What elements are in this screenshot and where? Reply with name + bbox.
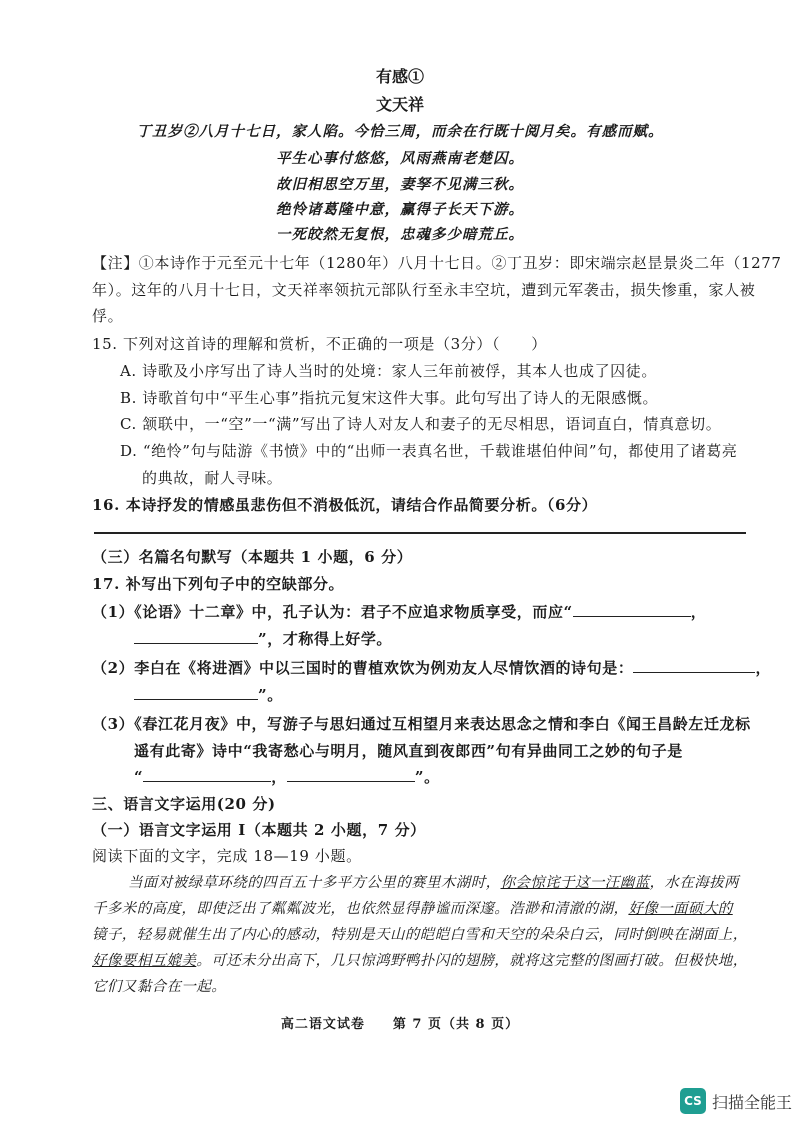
q15-option-b: B. 诗歌首句中“平生心事”指抗元复宋这件大事。此句写出了诗人的无限感慨。 <box>120 389 659 407</box>
q15-option-d-line-2: 的典故，耐人寻味。 <box>142 469 283 487</box>
q17-item-2-line-1 <box>92 657 771 678</box>
passage-line-4 <box>92 949 748 970</box>
open-quote: “ <box>134 768 144 786</box>
q17-blank-3[interactable] <box>633 658 755 673</box>
note-line-2: 年）。这年的八月十七日，文天祥率领抗元部队行至永丰空坑，遭到元军袭击，损失惨重，家人被 <box>92 281 756 299</box>
passage-text: 。可还未分出高下，几只惊鸿野鸭扑闪的翅膀，就将这完整的图画打破。但极快地， <box>196 953 748 969</box>
q17-item-1-text-a: （1）《论语》十二章》中，孔子认为：君子不应追求物质享受，而应“ <box>92 603 573 621</box>
q17-item-1-comma: ， <box>690 603 707 621</box>
q17-item-2-text-a: （2）李白在《将进酒》中以三国时的曹植欢饮为例劝友人尽情饮酒的诗句是： <box>92 659 634 677</box>
scanner-app-name: 扫描全能王 <box>712 1092 793 1112</box>
q17-item-2-comma: ， <box>755 659 772 677</box>
passage-underlined-1: 你会惊诧于这一汪幽蓝 <box>500 875 650 891</box>
passage-underlined-3: 好像要相互媲美 <box>92 953 197 969</box>
passage-line-3: 镜子，轻易就催生出了内心的感动，特别是天山的皑皑白雪和天空的朵朵白云，同时倒映在湖面上， <box>92 927 748 943</box>
passage-underlined-2: 好像一面硕大的 <box>628 901 733 917</box>
camscanner-logo-icon: CS <box>680 1088 706 1114</box>
q15-option-a: A. 诗歌及小序写出了诗人当时的处境：家人三年前被俘，其本人也成了囚徒。 <box>120 362 657 380</box>
comma: ， <box>271 768 287 786</box>
poem-line-3: 绝怜诸葛隆中意，赢得子长天下游。 <box>276 201 524 218</box>
passage-text: ，水在海拔两 <box>649 875 739 891</box>
q17-blank-4[interactable] <box>134 685 258 700</box>
part3-instruction: 阅读下面的文字，完成 18—19 小题。 <box>92 847 362 865</box>
q17-blank-5[interactable] <box>143 767 271 782</box>
passage-line-5: 它们又黏合在一起。 <box>92 979 227 995</box>
poem-line-1: 平生心事付悠悠，风雨燕南老楚囚。 <box>276 150 524 167</box>
q17-item-1-line-1 <box>92 601 706 622</box>
answer-line[interactable] <box>94 532 746 534</box>
poem-author: 文天祥 <box>375 95 424 114</box>
q16-stem: 16. 本诗抒发的情感虽悲伤但不消极低沉，请结合作品简要分析。（6分） <box>92 496 598 514</box>
q17-blank-6[interactable] <box>287 767 415 782</box>
scanner-badge <box>680 1088 792 1114</box>
q17-item-3-line-2: 遥有此寄》诗中“我寄愁心与明月，随风直到夜郎西”句有异曲同工之妙的句子是 <box>134 742 683 760</box>
q17-item-3-line-3 <box>134 766 440 787</box>
q17-item-1-line-2 <box>134 628 392 649</box>
note-line-1: 【注】①本诗作于元至元十七年（1280年）八月十七日。②丁丑岁：即宋端宗赵昰景炎二年（1277 <box>92 254 782 272</box>
page-footer: 高二语文试卷 第 7 页（共 8 页） <box>280 1017 520 1032</box>
q17-item-2-line-2 <box>134 684 283 705</box>
q15-stem: 15. 下列对这首诗的理解和赏析，不正确的一项是（3分）（ ） <box>92 335 547 353</box>
q17-stem: 17. 补写出下列句子中的空缺部分。 <box>92 575 345 593</box>
poem-line-2: 故旧相思空万里，妻孥不见满三秋。 <box>276 176 524 193</box>
q17-item-1-text-b: ”，才称得上好学。 <box>258 630 393 648</box>
passage-text: 当面对被绿草环绕的四百五十多平方公里的赛里木湖时， <box>128 875 501 891</box>
poem-line-4: 一死皎然无复恨，忠魂多少暗荒丘。 <box>276 226 524 243</box>
q15-option-c: C. 颔联中，一“空”一“满”写出了诗人对友人和妻子的无尽相思，语词直白，情真意切。 <box>120 415 722 433</box>
q15-option-d-line-1: D. “绝怜”句与陆游《书愤》中的“出师一表真名世，千载谁堪伯仲间”句，都使用了诸葛亮 <box>120 442 738 460</box>
passage-text: 千多米的高度，即使泛出了粼粼波光，也依然显得静谧而深邃。浩渺和清澈的湖， <box>92 901 629 917</box>
note-line-3: 俘。 <box>92 307 124 325</box>
part3-heading: 三、语言文字运用(20 分) <box>92 795 276 813</box>
q17-item-2-text-b: ”。 <box>258 686 283 704</box>
q17-blank-2[interactable] <box>134 629 258 644</box>
passage-line-1 <box>128 871 739 892</box>
close-quote: ”。 <box>414 768 440 786</box>
poem-title: 有感① <box>375 67 424 86</box>
poem-preface: 丁丑岁②八月十七日，家人陷。今恰三周，而余在行既十阅月矣。有感而赋。 <box>136 123 664 140</box>
passage-line-2 <box>92 897 733 918</box>
q17-blank-1[interactable] <box>573 602 691 617</box>
q17-item-3-line-1: （3）《春江花月夜》中，写游子与思妇通过互相望月来表达思念之情和李白《闻王昌龄左迁龙标 <box>92 715 751 733</box>
section3-heading: （三）名篇名句默写（本题共 1 小题，6 分） <box>92 548 413 566</box>
part3-sub-heading: （一）语言文字运用 I（本题共 2 小题，7 分） <box>92 821 426 839</box>
